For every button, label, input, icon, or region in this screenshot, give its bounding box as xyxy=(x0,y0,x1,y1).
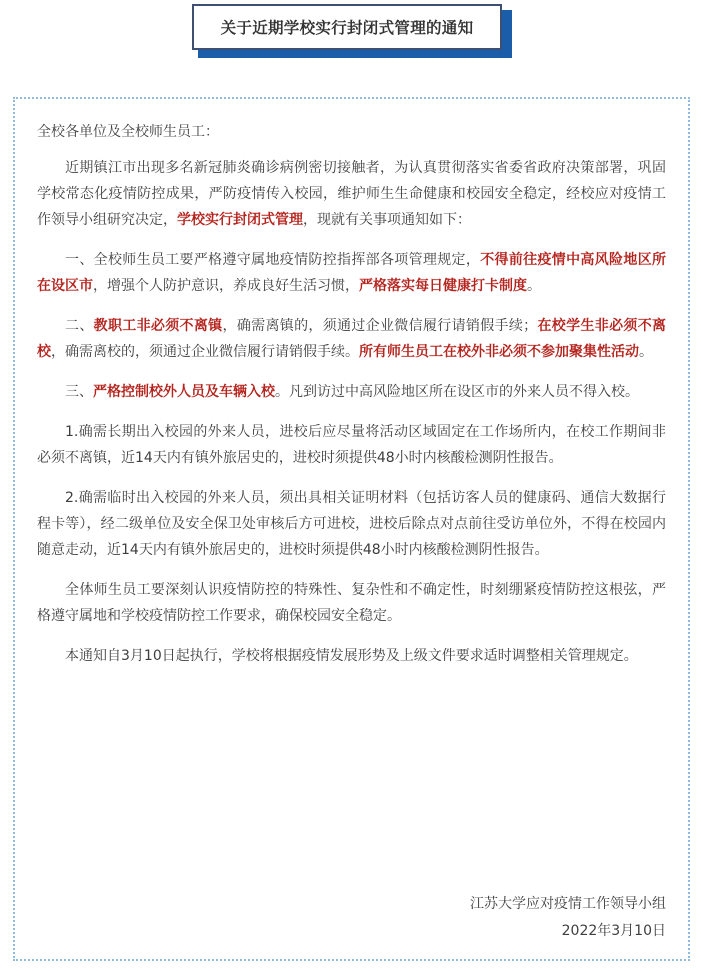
item-2-highlight-1: 教职工非必须不离镇 xyxy=(93,318,223,334)
intro-paragraph xyxy=(37,155,666,233)
signature-date: 2022年3月10日 xyxy=(561,923,666,939)
item-2-paragraph xyxy=(37,313,666,365)
item-1-text-3: 。 xyxy=(527,278,541,294)
item-1-text-1: 一、全校师生员工要严格遵守属地疫情防控指挥部各项管理规定， xyxy=(65,252,481,268)
notice-body xyxy=(13,97,690,961)
item-3-text-1: 三、 xyxy=(65,384,93,400)
closing-paragraph-1: 全体师生员工要深刻认识疫情防控的特殊性、复杂性和不确定性，时刻绷紧疫情防控这根弦，严格遵守属地和学校疫情防控工作要求，确保校园安全稳定。 xyxy=(37,582,666,624)
item-1-highlight-2: 严格落实每日健康打卡制度 xyxy=(359,278,527,294)
item-1-paragraph xyxy=(37,247,666,299)
item-2-highlight-3: 所有师生员工在校外非必须不参加聚集性活动 xyxy=(359,344,639,360)
intro-text-2: ，现就有关事项通知如下： xyxy=(303,212,471,228)
item-1-highlight-1: 不得前往疫情中高风险地区所在设区市 xyxy=(37,252,667,294)
item-2-text-3: ，确需离校的，须通过企业微信履行请销假手续。 xyxy=(51,344,359,360)
sub-item-2-paragraph: 2.确需临时出入校园的外来人员，须出具相关证明材料（包括访客人员的健康码、通信大数据行程卡等），经二级单位及安全保卫处审核后方可进校，进校后除点对点前往受访单位外，不得在校园内随意走动，近14天内有镇外旅居史的，进校时须提供48小时内核酸检测阴性报告。 xyxy=(37,490,666,558)
item-2-text-1: 二、 xyxy=(65,318,94,334)
closing-paragraph-2: 本通知自3月10日起执行，学校将根据疫情发展形势及上级文件要求适时调整相关管理规定。 xyxy=(65,648,638,664)
item-3-highlight-1: 严格控制校外人员及车辆入校 xyxy=(93,384,275,400)
sub-item-1-paragraph: 1.确需长期出入校园的外来人员，进校后应尽量将活动区域固定在工作场所内，在校工作期间非必须不离镇，近14天内有镇外旅居史的，进校时须提供48小时内核酸检测阴性报告。 xyxy=(37,424,666,466)
greeting: 全校各单位及全校师生员工： xyxy=(37,124,219,140)
item-2-highlight-2: 在校学生非必须不离校 xyxy=(37,318,667,360)
signature-org: 江苏大学应对疫情工作领导小组 xyxy=(470,896,666,912)
item-2-text-4: 。 xyxy=(639,344,653,360)
page-title: 关于近期学校实行封闭式管理的通知 xyxy=(192,4,502,50)
item-2-text-2: ，确需离镇的，须通过企业微信履行请销假手续； xyxy=(222,318,538,334)
item-3-text-2: 。凡到访过中高风险地区所在设区市的外来人员不得入校。 xyxy=(275,384,639,400)
intro-highlight: 学校实行封闭式管理 xyxy=(177,212,303,228)
intro-text-1: 近期镇江市出现多名新冠肺炎确诊病例密切接触者，为认真贯彻落实省委省政府决策部署，巩固学校常态化疫情防控成果，严防疫情传入校园，维护师生生命健康和校园安全稳定，经校应对疫情工作领导小组研究决定， xyxy=(37,160,666,228)
signature-block xyxy=(470,891,666,945)
item-3-paragraph xyxy=(37,379,666,405)
item-1-text-2: ，增强个人防护意识，养成良好生活习惯， xyxy=(93,278,359,294)
title-banner xyxy=(192,4,510,56)
